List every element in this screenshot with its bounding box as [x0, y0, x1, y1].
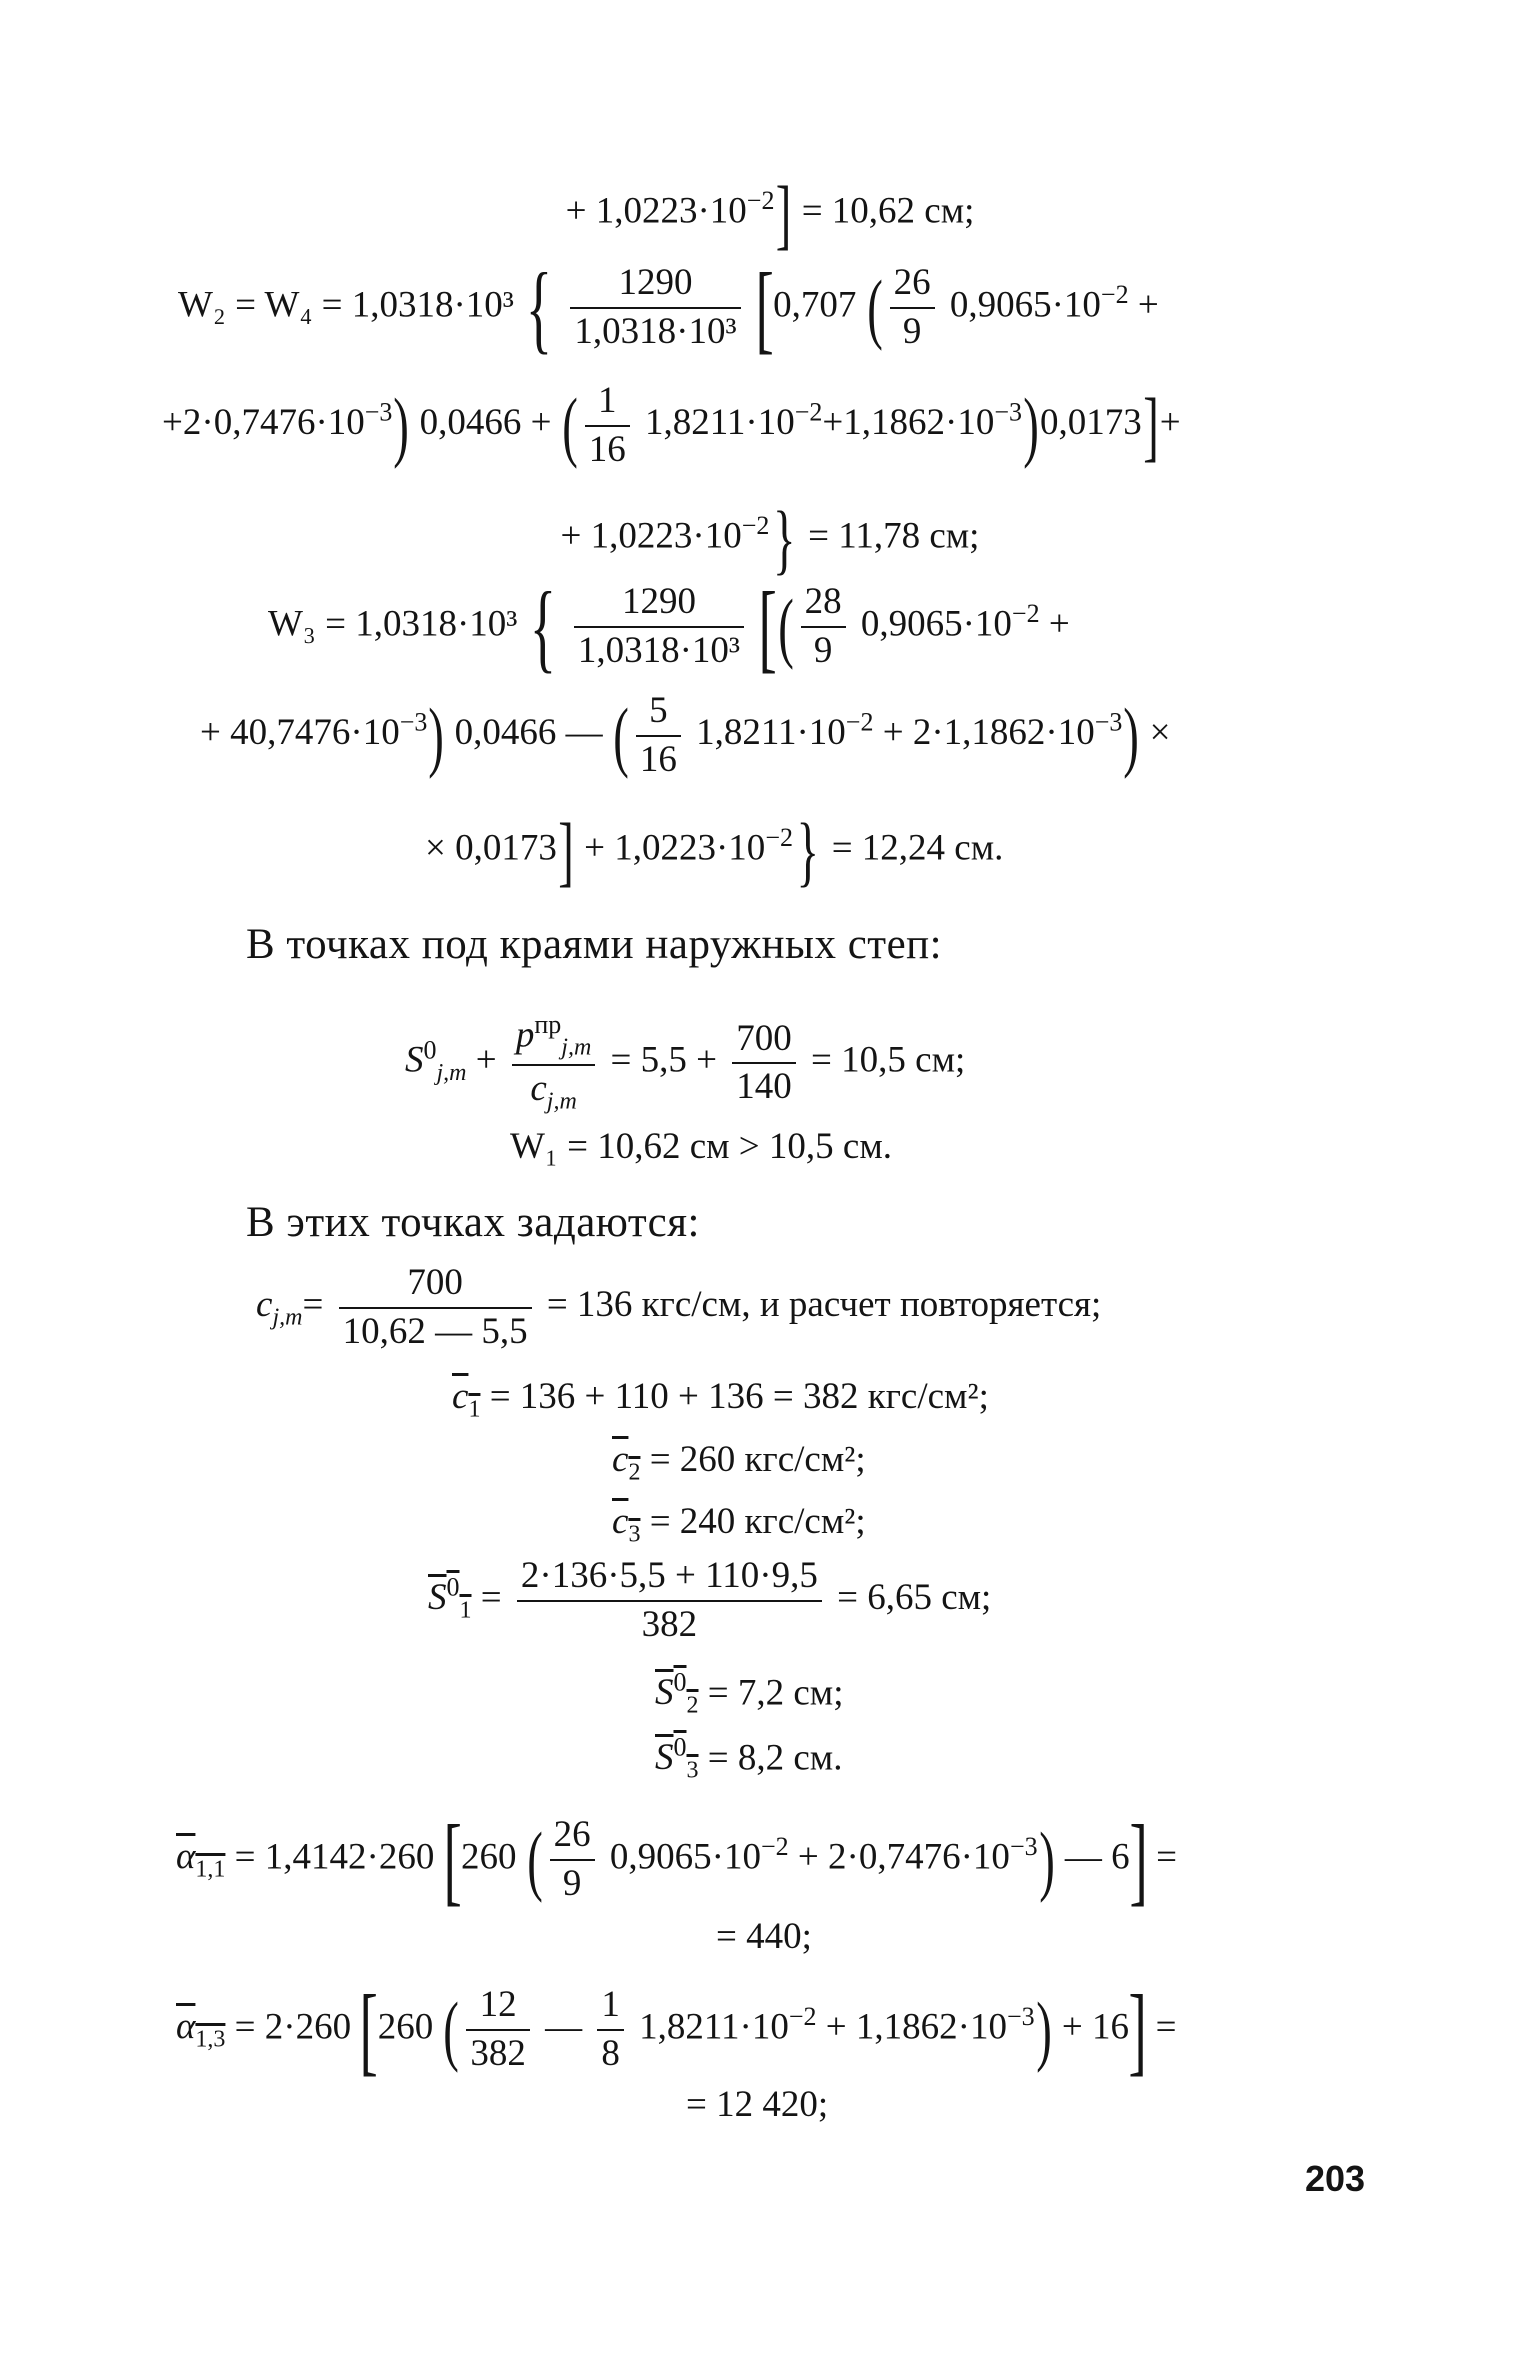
formula-s-sum: $S^0_{j,m}$ + $\frac{p^{пр}_{j,m}}{c_{j,m}}$ = 5,5 + $\frac{700}{140}$ = 10,5 см; — [405, 1010, 966, 1115]
formula-alpha-11: $\alpha_{1,1} = 1,4142\cdot 260$ [260 ( $\frac{26}{9}$ $0,9065\cdot 10^{-2} + 2\cdot 0,7476\cdot 10^{-3}$) — 6] = — [176, 1804, 1178, 1915]
formula-c2: $c_2 = 260$ кгс/см²; — [612, 1439, 866, 1486]
formula-w1: W₁ = 10,62 см > 10,5 см. — [510, 1126, 892, 1167]
formula-alpha-13-result: = 12 420; — [686, 2084, 829, 2125]
formula-c3: $c_3 = 240$ кгс/см²; — [612, 1501, 866, 1548]
formula-alpha-11-result: = 440; — [716, 1916, 812, 1957]
formula-s3: $S^0_3 = 8,2$ см. — [655, 1733, 843, 1784]
formula-c1: $c_1 = 136 + 110 + 136 = 382$ кгс/см²; — [452, 1376, 989, 1423]
formula-line-1: + $1,0223\cdot 10^{-2}] = 10,62$ см; — [565, 170, 975, 257]
page-number: 203 — [1305, 2158, 1366, 2199]
formula-w2: W₂ = W₄ = 1,0318·10³ { $\frac{1290}{\text{1,0318·10³}}$ [0,707 ( $\frac{26}{9}$ $0,9065\cdot 10^{-2}$ + — [178, 252, 1159, 363]
formula-c-jm: $c_{j,m}=$ $\frac{700}{10,62 — 5,5}$ = 136 кгс/см, и расчет повторяется; — [256, 1262, 1102, 1352]
formula-line-4: + $1,0223\cdot 10^{-2}\} = 11,78$ см; — [560, 495, 980, 582]
formula-line-3: $+2\cdot 0,7476\cdot 10^{-3}$) 0,0466 + ( $\frac{1}{16}$ $1,8211\cdot 10^{-2}+1,1862\cdot 10^{-3})0,0173]+$ — [162, 380, 1181, 470]
paragraph-text-2: В этих точках задаются: — [246, 1199, 700, 1246]
formula-line-7: × $0,0173] + 1,0223\cdot 10^{-2}\} = 12,24$ см. — [425, 807, 1004, 894]
formula-s1: $S^0_1$ = $\frac{2\cdot 136\cdot 5,5 + 110\cdot 9,5}{382}$ = 6,65 см; — [428, 1555, 992, 1645]
formula-w3: W₃ = 1,0318·10³ { $\frac{1290}{\text{1,0318·10³}}$ [( $\frac{28}{9}$ $0,9065\cdot 10^{-2}$ + — [268, 571, 1070, 682]
formula-s2: $S^0_2 = 7,2$ см; — [655, 1668, 844, 1719]
formula-line-6: + $40,7476\cdot 10^{-3}$) 0,0466 — ( $\frac{5}{16}$ $1,8211\cdot 10^{-2} + 2\cdot 1,1862\cdot 10^{-3}$) × — [200, 690, 1171, 780]
paragraph-text-1: В точках под краями наружных степ: — [246, 921, 943, 968]
formula-alpha-13: $\alpha_{1,3} = 2\cdot 260$ [260 ( $\frac{12}{382}$ — $\frac{1}{8}$ $1,8211\cdot 10^{-2} + 1,1862\cdot 10^{-3}) + 16$] = — [176, 1974, 1177, 2085]
